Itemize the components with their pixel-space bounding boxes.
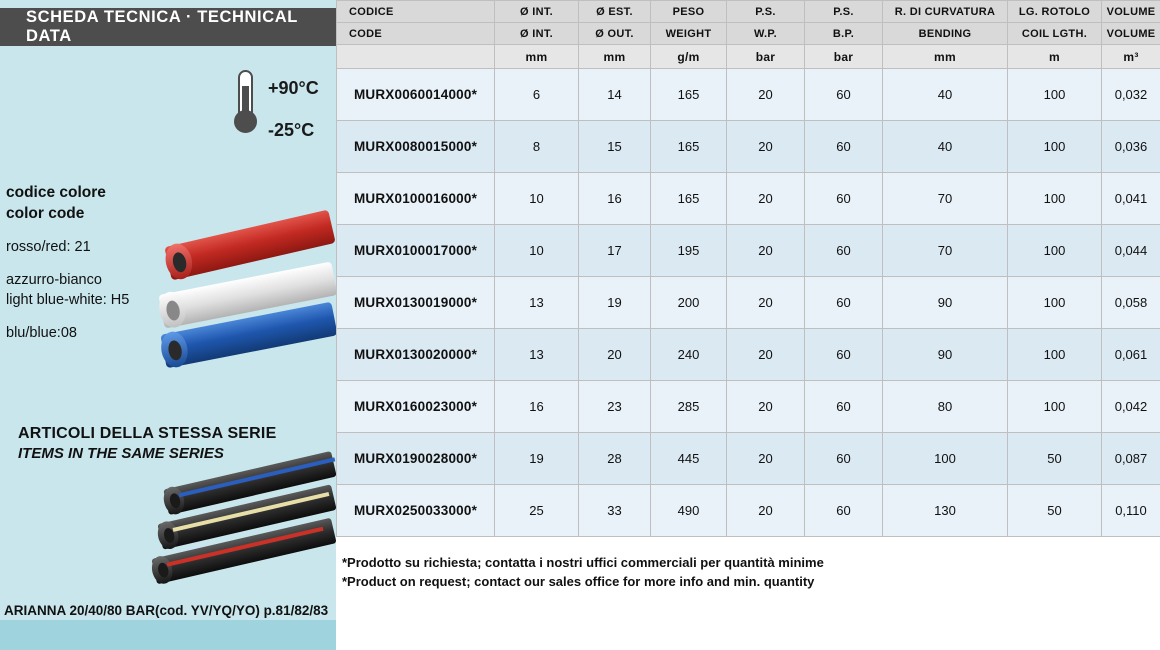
cell-dout: 14 — [579, 69, 651, 121]
cell-code: MURX0060014000* — [337, 69, 495, 121]
temperature-min: -25°C — [268, 120, 315, 140]
cell-wp: 20 — [727, 433, 805, 485]
cell-bp: 60 — [805, 329, 883, 381]
cell-dout: 33 — [579, 485, 651, 537]
cell-code: MURX0080015000* — [337, 121, 495, 173]
cell-dout: 19 — [579, 277, 651, 329]
page-title: SCHEDA TECNICA · TECHNICAL DATA — [26, 8, 298, 45]
cell-code: MURX0190028000* — [337, 433, 495, 485]
cell-bp: 60 — [805, 485, 883, 537]
temperature-max: +90°C — [268, 78, 319, 98]
table-header-row-en — [337, 23, 1160, 45]
color-code-item: azzurro-bianco — [6, 272, 102, 288]
same-series-heading — [18, 425, 318, 462]
cell-coil: 100 — [1008, 69, 1102, 121]
table-units-row — [337, 45, 1160, 69]
cell-coil: 50 — [1008, 485, 1102, 537]
cell-dint: 8 — [495, 121, 579, 173]
same-series-caption: ARIANNA 20/40/80 BAR(cod. YV/YQ/YO) p.81/82/83 — [4, 603, 329, 618]
col-header-volume-en: VOLUME — [1102, 23, 1160, 45]
cell-bending: 100 — [883, 433, 1008, 485]
unit-volume: m³ — [1102, 45, 1160, 69]
table-row — [337, 173, 1160, 225]
cell-coil: 100 — [1008, 173, 1102, 225]
col-header-coil-it: LG. ROTOLO — [1008, 1, 1102, 23]
table-body — [337, 69, 1160, 537]
same-series-image — [150, 468, 340, 588]
col-header-bending-it: R. DI CURVATURA — [883, 1, 1008, 23]
cell-dint: 10 — [495, 173, 579, 225]
cell-weight: 240 — [651, 329, 727, 381]
title-bar — [0, 8, 336, 46]
cell-code: MURX0250033000* — [337, 485, 495, 537]
color-code-item: light blue-white: H5 — [6, 292, 130, 308]
col-header-dint-en: Ø INT. — [495, 23, 579, 45]
cell-code: MURX0130020000* — [337, 329, 495, 381]
color-code-heading-it: codice colore — [6, 184, 106, 201]
col-header-volume-it: VOLUME — [1102, 1, 1160, 23]
cell-bending: 130 — [883, 485, 1008, 537]
cell-wp: 20 — [727, 69, 805, 121]
table-row — [337, 277, 1160, 329]
cell-volume: 0,032 — [1102, 69, 1160, 121]
color-code-heading-en: color code — [6, 205, 85, 222]
col-header-coil-en: COIL LGTH. — [1008, 23, 1102, 45]
col-header-dext-it: Ø EST. — [579, 1, 651, 23]
cell-dint: 13 — [495, 329, 579, 381]
cell-dint: 19 — [495, 433, 579, 485]
cell-wp: 20 — [727, 121, 805, 173]
unit-bending: mm — [883, 45, 1008, 69]
cell-dout: 15 — [579, 121, 651, 173]
note-en: *Product on request; contact our sales office for more info and min. quantity — [342, 574, 815, 589]
cell-coil: 100 — [1008, 121, 1102, 173]
table-row — [337, 121, 1160, 173]
col-header-bp-en: B.P. — [805, 23, 883, 45]
cell-wp: 20 — [727, 173, 805, 225]
cell-dint: 25 — [495, 485, 579, 537]
cell-dout: 20 — [579, 329, 651, 381]
col-header-weight-en: WEIGHT — [651, 23, 727, 45]
unit-coil: m — [1008, 45, 1102, 69]
cell-bp: 60 — [805, 433, 883, 485]
col-header-bp-it: P.S. — [805, 1, 883, 23]
cell-coil: 100 — [1008, 277, 1102, 329]
cell-weight: 285 — [651, 381, 727, 433]
cell-bending: 40 — [883, 69, 1008, 121]
cell-bp: 60 — [805, 225, 883, 277]
cell-bending: 90 — [883, 329, 1008, 381]
cell-volume: 0,110 — [1102, 485, 1160, 537]
cell-wp: 20 — [727, 485, 805, 537]
cell-wp: 20 — [727, 225, 805, 277]
cell-weight: 200 — [651, 277, 727, 329]
same-series-heading-en: ITEMS IN THE SAME SERIES — [18, 445, 224, 462]
unit-dout: mm — [579, 45, 651, 69]
cell-dint: 16 — [495, 381, 579, 433]
cell-code: MURX0130019000* — [337, 277, 495, 329]
col-header-wp-it: P.S. — [727, 1, 805, 23]
technical-data-table — [336, 0, 1160, 537]
cell-volume: 0,058 — [1102, 277, 1160, 329]
cell-coil: 100 — [1008, 329, 1102, 381]
table-header-row-it — [337, 1, 1160, 23]
unit-wp: bar — [727, 45, 805, 69]
table-row — [337, 69, 1160, 121]
unit-dint: mm — [495, 45, 579, 69]
cell-bp: 60 — [805, 121, 883, 173]
cell-wp: 20 — [727, 381, 805, 433]
col-header-wp-en: W.P. — [727, 23, 805, 45]
cell-weight: 165 — [651, 121, 727, 173]
cell-volume: 0,042 — [1102, 381, 1160, 433]
col-header-code-en: CODE — [337, 23, 495, 45]
cell-bending: 40 — [883, 121, 1008, 173]
table-row — [337, 433, 1160, 485]
thermometer-bulb — [234, 110, 257, 133]
col-header-dint-it: Ø INT. — [495, 1, 579, 23]
col-header-dout-en: Ø OUT. — [579, 23, 651, 45]
cell-volume: 0,036 — [1102, 121, 1160, 173]
cell-bending: 80 — [883, 381, 1008, 433]
cell-code: MURX0160023000* — [337, 381, 495, 433]
cell-bp: 60 — [805, 69, 883, 121]
cell-bending: 70 — [883, 173, 1008, 225]
cell-weight: 445 — [651, 433, 727, 485]
cell-code: MURX0100016000* — [337, 173, 495, 225]
cell-weight: 490 — [651, 485, 727, 537]
cell-dout: 17 — [579, 225, 651, 277]
cell-wp: 20 — [727, 329, 805, 381]
table-head — [337, 1, 1160, 69]
cell-bending: 90 — [883, 277, 1008, 329]
cell-volume: 0,044 — [1102, 225, 1160, 277]
color-code-item: blu/blue:08 — [6, 325, 77, 341]
unit-code — [337, 45, 495, 69]
cell-code: MURX0100017000* — [337, 225, 495, 277]
table-row — [337, 225, 1160, 277]
cell-volume: 0,061 — [1102, 329, 1160, 381]
cell-bp: 60 — [805, 277, 883, 329]
technical-table-wrap — [336, 0, 1160, 537]
cell-dint: 13 — [495, 277, 579, 329]
unit-bp: bar — [805, 45, 883, 69]
cell-weight: 195 — [651, 225, 727, 277]
col-header-bending-en: BENDING — [883, 23, 1008, 45]
thermometer-icon — [232, 70, 260, 142]
left-panel — [0, 0, 336, 650]
hose-product-image — [160, 222, 336, 382]
table-row — [337, 329, 1160, 381]
cell-dout: 16 — [579, 173, 651, 225]
color-code-item: rosso/red: 21 — [6, 239, 91, 255]
cell-dout: 28 — [579, 433, 651, 485]
cell-weight: 165 — [651, 173, 727, 225]
table-notes — [342, 553, 1142, 591]
note-it: *Prodotto su richiesta; contatta i nostri uffici commerciali per quantità minime — [342, 555, 824, 570]
cell-dint: 10 — [495, 225, 579, 277]
cell-volume: 0,041 — [1102, 173, 1160, 225]
table-row — [337, 485, 1160, 537]
unit-weight: g/m — [651, 45, 727, 69]
same-series-heading-it: ARTICOLI DELLA STESSA SERIE — [18, 425, 277, 442]
cell-coil: 50 — [1008, 433, 1102, 485]
cell-volume: 0,087 — [1102, 433, 1160, 485]
cell-coil: 100 — [1008, 381, 1102, 433]
panel-footer-strip — [0, 620, 336, 650]
cell-dout: 23 — [579, 381, 651, 433]
cell-coil: 100 — [1008, 225, 1102, 277]
col-header-code-it: CODICE — [337, 1, 495, 23]
cell-bending: 70 — [883, 225, 1008, 277]
cell-bp: 60 — [805, 173, 883, 225]
col-header-weight-it: PESO — [651, 1, 727, 23]
table-row — [337, 381, 1160, 433]
cell-bp: 60 — [805, 381, 883, 433]
cell-weight: 165 — [651, 69, 727, 121]
cell-dint: 6 — [495, 69, 579, 121]
cell-wp: 20 — [727, 277, 805, 329]
